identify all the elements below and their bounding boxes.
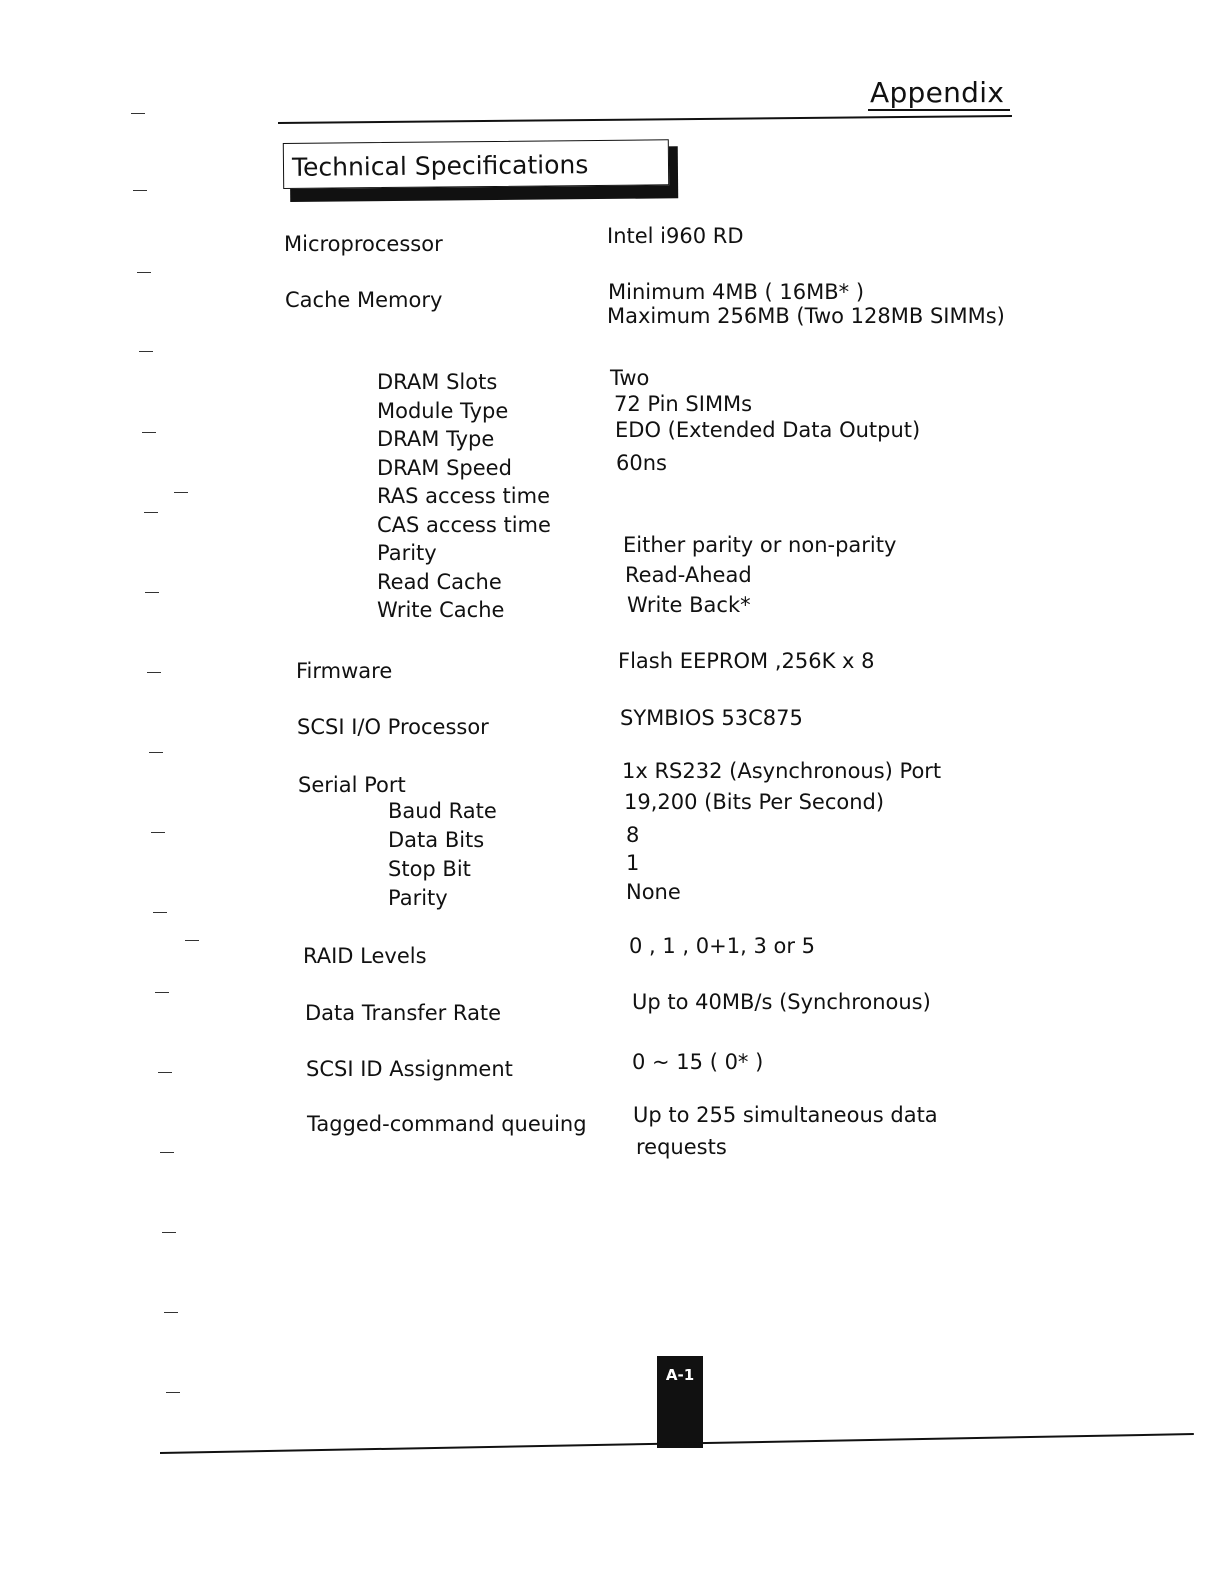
- spec-label-dram-type: DRAM Type: [377, 427, 495, 451]
- spec-value-serial-parity: None: [626, 880, 681, 904]
- spec-label-ras-access: RAS access time: [377, 484, 550, 508]
- spec-label-cas-access: CAS access time: [377, 512, 551, 537]
- spec-label-scsi-io: SCSI I/O Processor: [297, 715, 489, 739]
- serial-sub-labels: [388, 797, 497, 913]
- margin-tick: [131, 113, 145, 114]
- margin-tick: [162, 1232, 176, 1233]
- spec-value-baud-rate: 19,200 (Bits Per Second): [624, 790, 885, 814]
- margin-tick: [137, 272, 151, 273]
- margin-tick: [153, 912, 167, 913]
- spec-value-raid: 0 , 1 , 0+1, 3 or 5: [629, 934, 815, 958]
- spec-value-read-cache: Read-Ahead: [625, 563, 752, 587]
- margin-tick: [164, 1312, 178, 1313]
- spec-value-cache-max: Maximum 256MB (Two 128MB SIMMs): [607, 304, 1005, 328]
- spec-label-serial-parity: Parity: [388, 886, 448, 910]
- margin-tick: [147, 672, 161, 673]
- spec-value-dram-type: EDO (Extended Data Output): [615, 418, 921, 442]
- spec-value-data-bits: 8: [626, 823, 640, 847]
- spec-label-dram-speed: DRAM Speed: [377, 455, 512, 480]
- spec-value-parity: Either parity or non-parity: [623, 533, 897, 557]
- spec-label-write-cache: Write Cache: [377, 598, 505, 622]
- spec-value-scsi-io: SYMBIOS 53C875: [620, 706, 803, 730]
- margin-tick: [142, 432, 156, 433]
- margin-tick: [144, 512, 158, 513]
- spec-label-parity: Parity: [377, 541, 437, 565]
- spec-label-firmware: Firmware: [296, 659, 393, 683]
- margin-tick: [185, 940, 199, 941]
- section-heading-box: [283, 139, 669, 189]
- spec-value-tagged-line1: Up to 255 simultaneous data: [633, 1103, 938, 1127]
- spec-value-serial-port: 1x RS232 (Asynchronous) Port: [622, 759, 942, 783]
- spec-value-dram-slots: Two: [610, 366, 650, 390]
- spec-label-dram-slots: DRAM Slots: [377, 370, 498, 394]
- spec-label-stop-bit: Stop Bit: [388, 857, 471, 881]
- spec-value-scsi-id: 0 ~ 15 ( 0* ): [632, 1050, 764, 1074]
- spec-label-scsi-id: SCSI ID Assignment: [306, 1057, 513, 1081]
- spec-label-serial-port: Serial Port: [298, 773, 406, 797]
- spec-value-transfer-rate: Up to 40MB/s (Synchronous): [632, 990, 931, 1014]
- spec-label-raid: RAID Levels: [303, 944, 427, 968]
- margin-tick: [160, 1152, 174, 1153]
- spec-label-transfer-rate: Data Transfer Rate: [305, 1001, 502, 1025]
- spec-label-baud-rate: Baud Rate: [388, 799, 497, 823]
- margin-tick: [158, 1072, 172, 1073]
- page-header-title: Appendix: [870, 76, 1005, 109]
- spec-value-microprocessor: Intel i960 RD: [607, 224, 744, 248]
- spec-label-module-type: Module Type: [377, 398, 509, 423]
- margin-tick: [155, 992, 169, 993]
- dram-labels: [377, 368, 551, 625]
- margin-tick: [139, 351, 153, 352]
- margin-tick: [149, 752, 163, 753]
- margin-tick: [151, 832, 165, 833]
- spec-value-write-cache: Write Back*: [627, 593, 751, 617]
- spec-value-firmware: Flash EEPROM ,256K x 8: [618, 649, 875, 673]
- header-underline: [868, 109, 1010, 111]
- spec-value-stop-bit: 1: [626, 851, 640, 875]
- header-rule: [278, 115, 1012, 124]
- margin-tick: [133, 190, 147, 191]
- margin-tick: [174, 492, 188, 493]
- margin-tick: [145, 592, 159, 593]
- spec-label-microprocessor: Microprocessor: [284, 232, 443, 256]
- spec-label-read-cache: Read Cache: [377, 569, 502, 594]
- section-heading: Technical Specifications: [291, 150, 589, 182]
- spec-value-tagged-line2: requests: [636, 1135, 727, 1159]
- spec-value-dram-speed: 60ns: [616, 451, 667, 475]
- spec-label-cache-memory: Cache Memory: [285, 288, 443, 312]
- spec-value-cache-min: Minimum 4MB ( 16MB* ): [608, 280, 865, 304]
- spec-label-data-bits: Data Bits: [388, 828, 485, 852]
- margin-tick: [166, 1392, 180, 1393]
- spec-label-tagged-queuing: Tagged-command queuing: [307, 1112, 587, 1136]
- page-number-tab: A-1: [657, 1356, 703, 1448]
- spec-value-module-type: 72 Pin SIMMs: [614, 392, 753, 416]
